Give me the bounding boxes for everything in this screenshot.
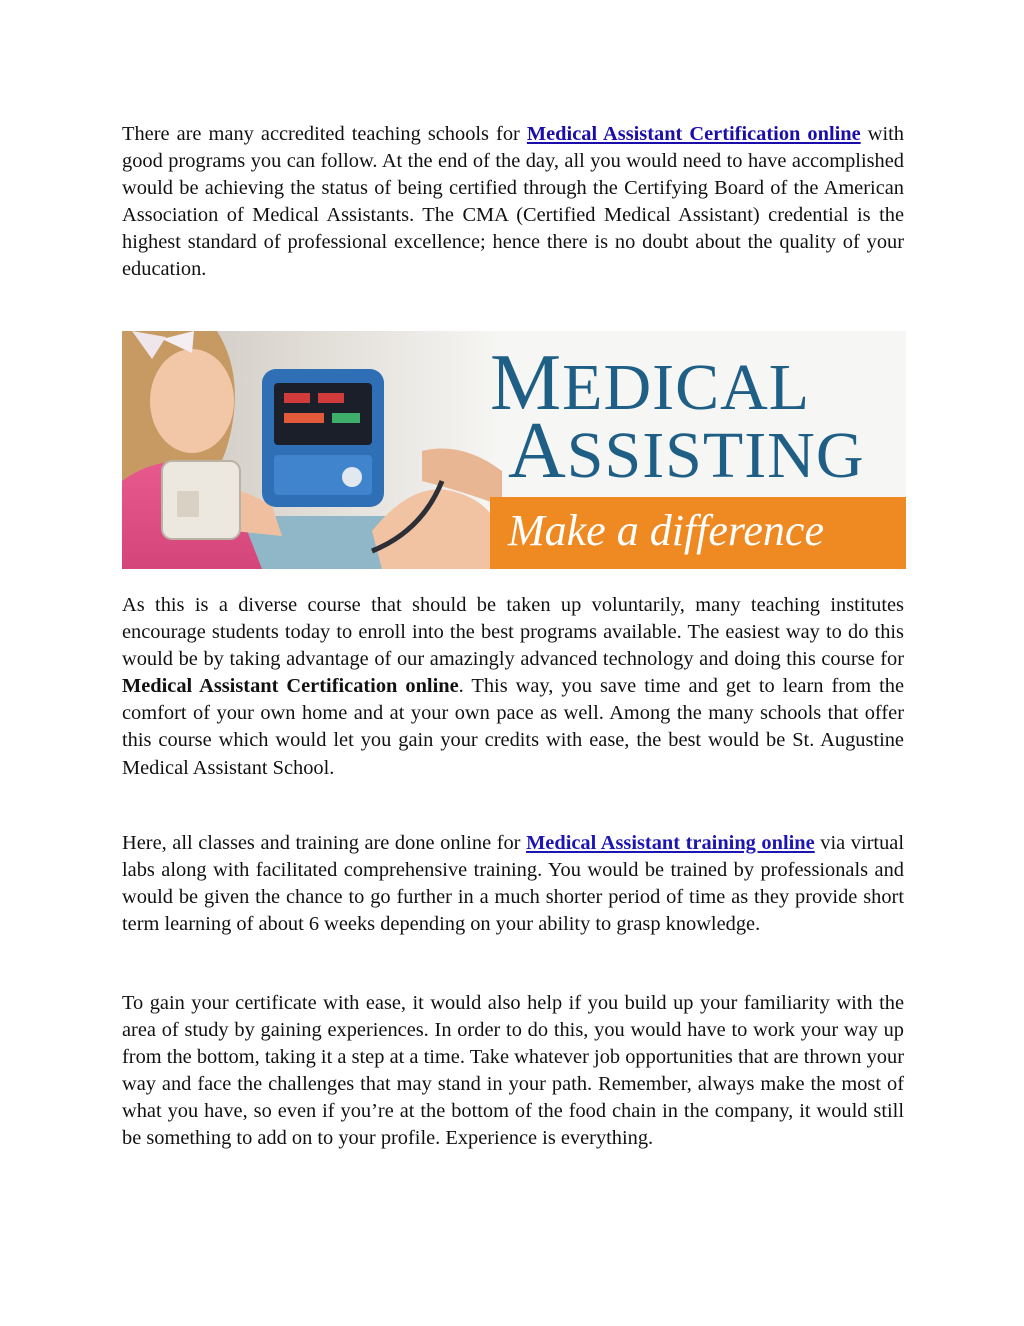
paragraph-text: There are many accredited teaching schools for: [122, 123, 527, 145]
banner-title-line-2: ASSISTING: [508, 407, 865, 495]
paragraph-intro: [122, 121, 904, 284]
paragraph-text: To gain your certificate with ease, it would also help if you build up your familiarity with the area of study by gaining experiences. In order to do this, you would have to work your way up from the bottom, taking it a step at a time. Take whatever job opportunities that are thrown your way and face the challenges that may stand in your path. Remember, always make the most of what you have, so even if you’re at the bottom of the food chain in the company, it would still be something to add on to your profile. Experience is everything.: [122, 992, 904, 1150]
paragraph-training: [122, 830, 904, 938]
medical-assistant-training-online-link[interactable]: Medical Assistant training online: [526, 832, 815, 854]
paragraph-online-course: [122, 592, 904, 782]
paragraph-experience: [122, 990, 904, 1153]
medical-assistant-certification-online-link[interactable]: Medical Assistant Certification online: [526, 123, 861, 145]
banner-title-line-1: MEDICAL: [490, 339, 811, 427]
banner-tagline-bar: [490, 497, 906, 569]
paragraph-text: via virtual labs along with facilitated comprehensive training. You would be trained by professionals and would be given the chance to go further in a much shorter period of time as they provide short term learning of about 6 weeks depending on your ability to grasp knowledge.: [122, 832, 904, 936]
paragraph-text: with good programs you can follow. At the end of the day, all you would need to have accomplished would be achieving the status of being certified through the Certifying Board of the American Association of Medical Assistants. The CMA (Certified Medical Assistant) credential is the highest standard of professional excellence; hence there is no doubt about the quality of your education.: [122, 123, 904, 281]
paragraph-text: Here, all classes and training are done online for: [122, 832, 527, 854]
paragraph-text: As this is a diverse course that should be taken up voluntarily, many teaching institutes encourage students today to enroll into the best programs available. The easiest way to do this would be by taking advantage of our amazingly advanced technology and doing this course for: [122, 594, 904, 671]
medical-assisting-banner-image: [122, 331, 906, 569]
paragraph-text: . This way, you save time and get to learn from the comfort of your own home and at your own pace as well. Among the many schools that offer this course which would let you gain your credits with ease, the best would be St. Augustine Medical Assistant School.: [122, 675, 904, 779]
bold-course-name: Medical Assistant Certification online: [122, 675, 459, 698]
banner-tagline: Make a difference: [508, 506, 824, 555]
